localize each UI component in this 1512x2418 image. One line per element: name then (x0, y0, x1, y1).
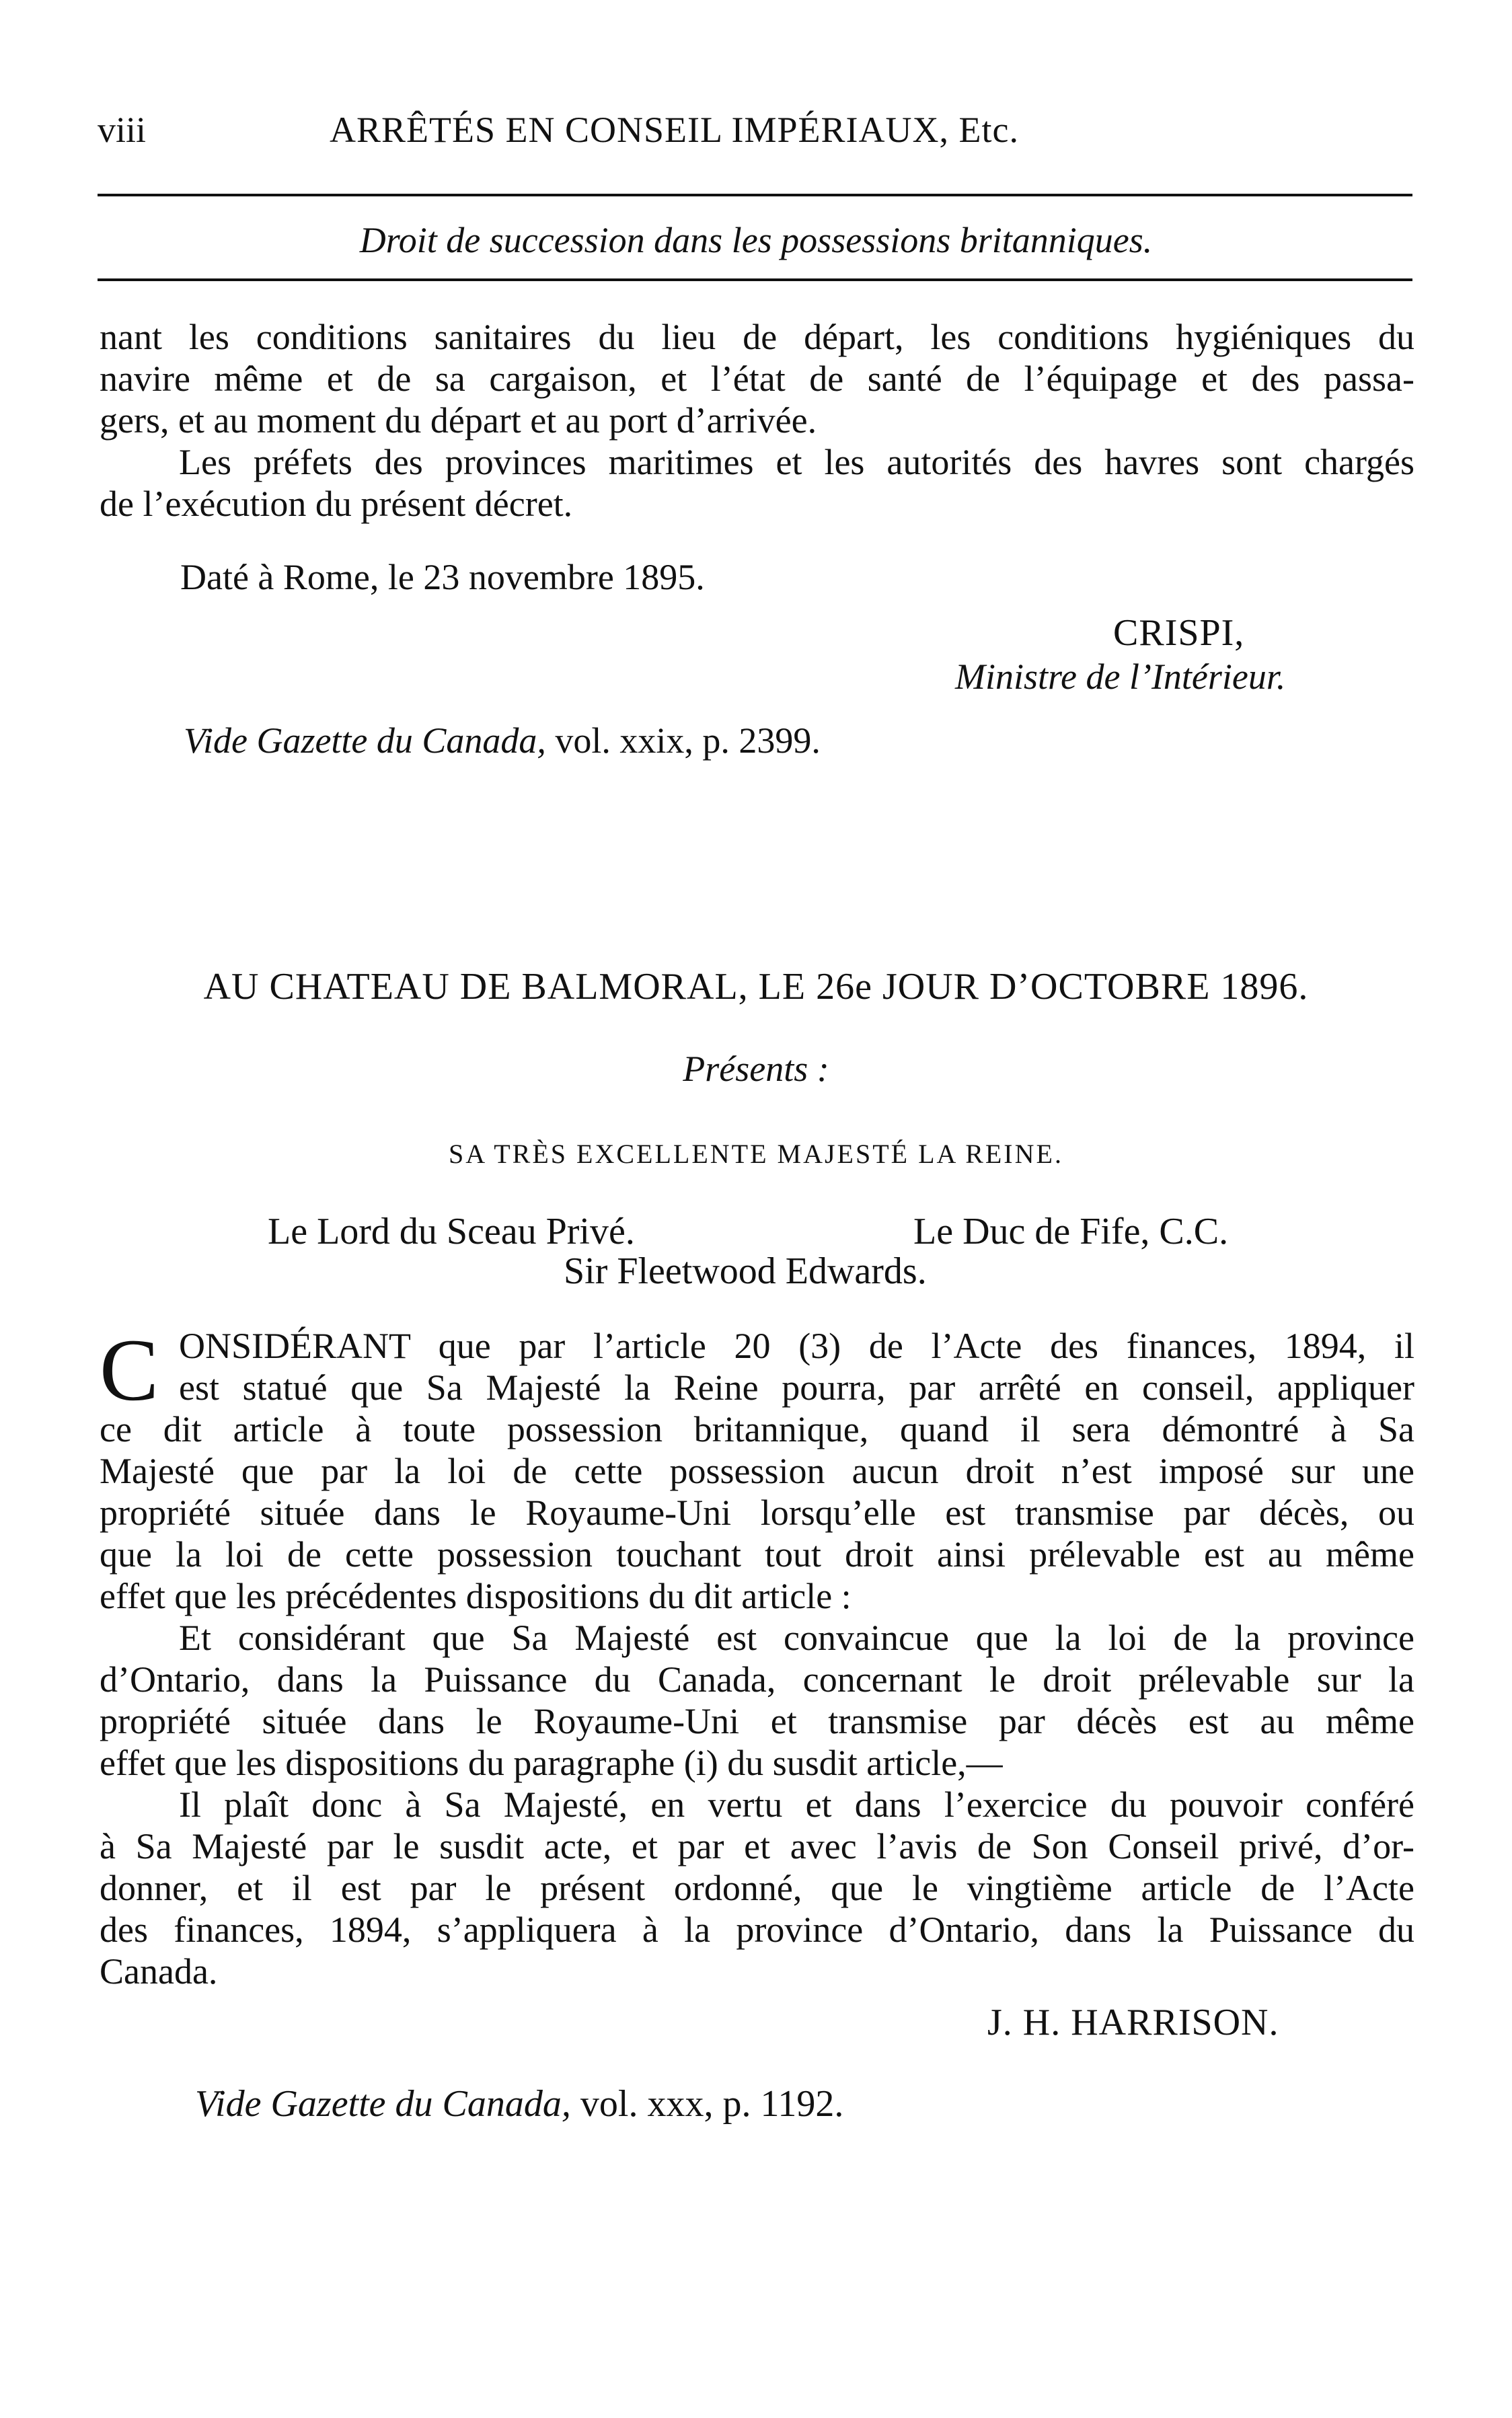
drop-cap: C (100, 1320, 159, 1419)
reference-volume: vol. xxix, p. 2399. (545, 720, 821, 761)
order-2-paragraph-2 (100, 1617, 1414, 1784)
text-line: Canada. (100, 1951, 218, 1992)
text-line: gers, et au moment du départ et au port d’arrivée. (100, 400, 817, 441)
text-line: navire même et de sa cargaison, et l’état de santé de l’équipage et des passa- (100, 358, 1414, 399)
decree-1-reference (184, 718, 821, 763)
header-rule-top (98, 194, 1412, 196)
text-line: ONSIDÉRANT que par l’article 20 (3) de l’Acte des finances, 1894, il (179, 1326, 1414, 1366)
decree-1-body (100, 316, 1414, 525)
text-line: ce dit article à toute possession britannique, quand il sera démontré à Sa (100, 1409, 1414, 1449)
text-line: effet que les dispositions du paragraphe (i) du susdit article,— (100, 1743, 1003, 1783)
page-folio: viii (98, 110, 147, 150)
text-line: est statué que Sa Majesté la Reine pourra, par arrêté en conseil, appliquer (179, 1367, 1414, 1408)
running-head-title: ARRÊTÉS EN CONSEIL IMPÉRIAUX, Etc. (330, 110, 1019, 150)
text-line: donner, et il est par le présent ordonné, que le vingtième article de l’Acte (100, 1868, 1414, 1908)
header-rule-bottom (98, 278, 1412, 281)
text-line: Il plaît donc à Sa Majesté, en vertu et dans l’exercice du pouvoir conféré (179, 1784, 1414, 1825)
attendee-lord-privy-seal: Le Lord du Sceau Privé. (268, 1211, 635, 1252)
text-line: d’Ontario, dans la Puissance du Canada, concernant le droit prélevable sur la (100, 1659, 1414, 1700)
decree-1-signatory: CRISPI, (1113, 612, 1245, 654)
order-2-paragraph-1 (100, 1320, 1414, 1617)
attendee-fleetwood-edwards: Sir Fleetwood Edwards. (564, 1250, 927, 1292)
decree-1-signatory-title: Ministre de l’Intérieur. (955, 656, 1286, 697)
text-line: Et considérant que Sa Majesté est convaincue que la loi de la province (179, 1618, 1414, 1658)
text-line: à Sa Majesté par le susdit acte, et par et avec l’avis de Son Conseil privé, d’or- (100, 1826, 1414, 1866)
order-2-reference (195, 2082, 843, 2126)
reference-gazette: Vide Gazette du Canada, (195, 2083, 571, 2125)
running-subhead: Droit de succession dans les possessions britanniques. (359, 220, 1153, 260)
text-line: propriété située dans le Royaume-Uni lorsqu’elle est transmise par décès, ou (100, 1493, 1414, 1533)
text-line: effet que les précédentes dispositions du dit article : (100, 1576, 852, 1616)
text-line: Majesté que par la loi de cette possession aucun droit n’est imposé sur une (100, 1451, 1414, 1491)
decree-1-date: Daté à Rome, le 23 novembre 1895. (180, 557, 705, 597)
order-2-signatory: J. H. HARRISON. (987, 2002, 1279, 2043)
order-2-paragraph-3 (100, 1784, 1414, 1992)
reference-gazette: Vide Gazette du Canada, (184, 720, 546, 761)
present-label: Présents : (683, 1049, 829, 1089)
reference-volume: vol. xxx, p. 1192. (570, 2083, 844, 2125)
text-line: de l’exécution du présent décret. (100, 484, 573, 524)
majesty-line: SA TRÈS EXCELLENTE MAJESTÉ LA REINE. (449, 1139, 1063, 1169)
text-line: nant les conditions sanitaires du lieu de départ, les conditions hygiéniques du (100, 317, 1414, 357)
text-line: des finances, 1894, s’appliquera à la province d’Ontario, dans la Puissance du (100, 1910, 1414, 1950)
text-line: propriété située dans le Royaume-Uni et transmise par décès est au même (100, 1701, 1414, 1741)
attendee-duke-of-fife: Le Duc de Fife, C.C. (913, 1211, 1229, 1252)
text-line: que la loi de cette possession touchant tout droit ainsi prélevable est au même (100, 1534, 1414, 1575)
order-2-heading: AU CHATEAU DE BALMORAL, LE 26e JOUR D’OCTOBRE 1896. (203, 966, 1309, 1008)
text-line: Les préfets des provinces maritimes et les autorités des havres sont chargés (179, 442, 1414, 482)
